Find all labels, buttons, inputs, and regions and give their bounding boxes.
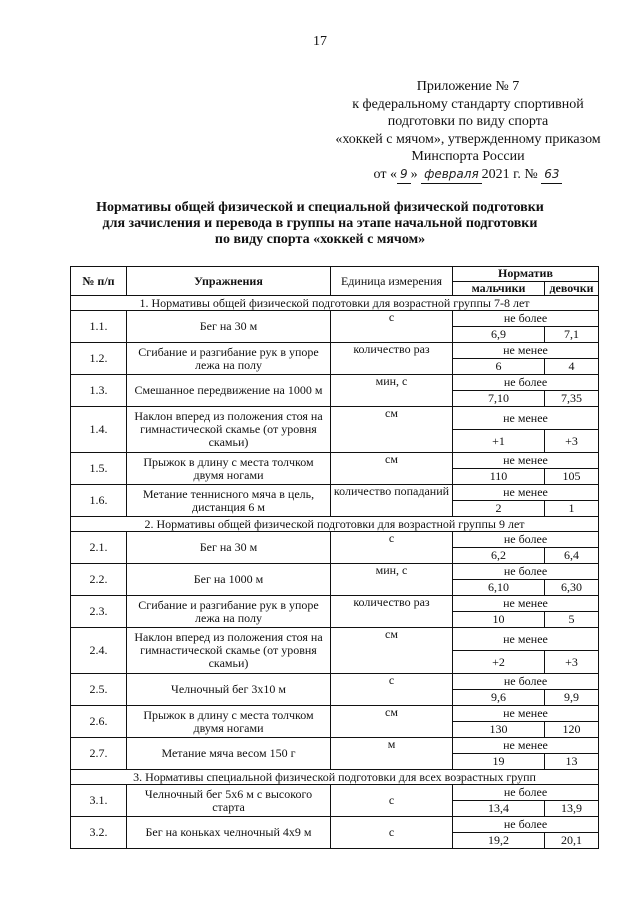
value-girls: +3: [545, 430, 599, 453]
row-unit: см: [331, 706, 453, 738]
row-condition: не более: [453, 785, 599, 801]
value-girls: 7,35: [545, 391, 599, 407]
row-condition: не более: [453, 674, 599, 690]
row-number: 2.5.: [71, 674, 127, 706]
row-exercise: Сгибание и разгибание рук в упоре лежа на полу: [127, 596, 331, 628]
value-boys: 10: [453, 612, 545, 628]
table-row: [71, 706, 599, 722]
row-condition: не более: [453, 564, 599, 580]
row-unit: с: [331, 532, 453, 564]
row-number: 1.1.: [71, 311, 127, 343]
table-row: [71, 311, 599, 327]
document-title: [40, 200, 600, 248]
row-exercise: Бег на 30 м: [127, 532, 331, 564]
appendix-line: к федеральному стандарту спортивной: [352, 96, 584, 112]
value-boys: 19: [453, 754, 545, 770]
value-boys: 6,10: [453, 580, 545, 596]
row-number: 2.6.: [71, 706, 127, 738]
row-condition: не менее: [453, 738, 599, 754]
row-condition: не менее: [453, 628, 599, 651]
date-year: 2021 г. №: [481, 166, 538, 182]
row-condition: не менее: [453, 453, 599, 469]
date-prefix: от «: [373, 166, 397, 182]
handwritten-order-number: 63: [541, 166, 562, 185]
value-boys: 130: [453, 722, 545, 738]
value-girls: 4: [545, 359, 599, 375]
row-unit: количество раз: [331, 596, 453, 628]
row-unit: см: [331, 453, 453, 485]
row-unit: с: [331, 674, 453, 706]
row-condition: не менее: [453, 407, 599, 430]
handwritten-month: февраля: [421, 166, 482, 185]
section-title: 3. Нормативы специальной физической подготовки для всех возрастных групп: [71, 770, 599, 785]
table-row: [71, 343, 599, 359]
value-boys: 19,2: [453, 833, 545, 849]
row-number: 2.2.: [71, 564, 127, 596]
row-exercise: Метание теннисного мяча в цель, дистанция 6 м: [127, 485, 331, 517]
value-boys: 9,6: [453, 690, 545, 706]
row-number: 2.7.: [71, 738, 127, 770]
row-exercise: Бег на 1000 м: [127, 564, 331, 596]
section-row: [71, 296, 599, 311]
row-number: 1.2.: [71, 343, 127, 375]
value-girls: 20,1: [545, 833, 599, 849]
row-unit: количество раз: [331, 343, 453, 375]
header-number: № п/п: [71, 267, 127, 296]
row-number: 3.1.: [71, 785, 127, 817]
value-girls: 13,9: [545, 801, 599, 817]
row-exercise: Бег на 30 м: [127, 311, 331, 343]
value-girls: 7,1: [545, 327, 599, 343]
date-mid: »: [410, 166, 418, 182]
value-boys: 7,10: [453, 391, 545, 407]
appendix-block: [318, 78, 618, 184]
row-unit: количество попаданий: [331, 485, 453, 517]
appendix-line: подготовки по виду спорта: [387, 114, 549, 129]
row-unit: мин, с: [331, 564, 453, 596]
appendix-date-line: [318, 166, 618, 185]
table-row: [71, 532, 599, 548]
section-row: [71, 770, 599, 785]
row-exercise: Смешанное передвижение на 1000 м: [127, 375, 331, 407]
table-row: [71, 628, 599, 651]
value-girls: 5: [545, 612, 599, 628]
value-girls: 120: [545, 722, 599, 738]
value-boys: 2: [453, 501, 545, 517]
header-norm: Норматив: [453, 267, 599, 282]
row-number: 1.5.: [71, 453, 127, 485]
value-girls: 105: [545, 469, 599, 485]
row-number: 2.1.: [71, 532, 127, 564]
row-unit: мин, с: [331, 375, 453, 407]
table-row: [71, 407, 599, 430]
norms-table-body: [71, 296, 599, 849]
row-condition: не более: [453, 311, 599, 327]
value-girls: 13: [545, 754, 599, 770]
row-number: 2.4.: [71, 628, 127, 674]
value-girls: 9,9: [545, 690, 599, 706]
row-number: 1.4.: [71, 407, 127, 453]
row-unit: см: [331, 407, 453, 453]
row-condition: не менее: [453, 485, 599, 501]
row-unit: с: [331, 785, 453, 817]
value-boys: 110: [453, 469, 545, 485]
row-number: 2.3.: [71, 596, 127, 628]
row-condition: не менее: [453, 343, 599, 359]
row-unit: с: [331, 817, 453, 849]
value-boys: 6,9: [453, 327, 545, 343]
value-boys: 13,4: [453, 801, 545, 817]
header-exercise: Упражнения: [127, 267, 331, 296]
table-row: [71, 674, 599, 690]
row-number: 1.3.: [71, 375, 127, 407]
table-row: [71, 817, 599, 833]
value-girls: 6,30: [545, 580, 599, 596]
title-line: Нормативы общей физической и специальной физической подготовки: [96, 200, 544, 215]
value-girls: 6,4: [545, 548, 599, 564]
row-exercise: Прыжок в длину с места толчком двумя ногами: [127, 453, 331, 485]
row-number: 1.6.: [71, 485, 127, 517]
value-boys: +1: [453, 430, 545, 453]
table-row: [71, 375, 599, 391]
table-row: [71, 738, 599, 754]
row-exercise: Прыжок в длину с места толчком двумя ногами: [127, 706, 331, 738]
row-condition: не менее: [453, 596, 599, 612]
norms-table: [70, 266, 599, 849]
value-girls: +3: [545, 651, 599, 674]
row-exercise: Бег на коньках челночный 4х9 м: [127, 817, 331, 849]
header-unit: Единица измерения: [331, 267, 453, 296]
table-row: [71, 564, 599, 580]
table-row: [71, 596, 599, 612]
value-boys: 6,2: [453, 548, 545, 564]
row-condition: не более: [453, 817, 599, 833]
row-condition: не менее: [453, 706, 599, 722]
row-exercise: Сгибание и разгибание рук в упоре лежа на полу: [127, 343, 331, 375]
header-girls: девочки: [545, 281, 599, 296]
row-exercise: Метание мяча весом 150 г: [127, 738, 331, 770]
value-girls: 1: [545, 501, 599, 517]
row-exercise: Челночный бег 5х6 м с высокого старта: [127, 785, 331, 817]
table-row: [71, 485, 599, 501]
appendix-line: Приложение № 7: [416, 79, 520, 94]
row-number: 3.2.: [71, 817, 127, 849]
row-exercise: Наклон вперед из положения стоя на гимнастической скамье (от уровня скамьи): [127, 628, 331, 674]
row-condition: не более: [453, 375, 599, 391]
row-unit: см: [331, 628, 453, 674]
title-line: по виду спорта «хоккей с мячом»: [214, 232, 426, 247]
page-number: 17: [313, 34, 327, 49]
table-row: [71, 453, 599, 469]
row-unit: м: [331, 738, 453, 770]
section-row: [71, 517, 599, 532]
row-exercise: Наклон вперед из положения стоя на гимнастической скамье (от уровня скамьи): [127, 407, 331, 453]
header-boys: мальчики: [453, 281, 545, 296]
row-unit: с: [331, 311, 453, 343]
row-exercise: Челночный бег 3x10 м: [127, 674, 331, 706]
title-line: для зачисления и перевода в группы на этапе начальной подготовки: [102, 216, 538, 231]
appendix-line: «хоккей с мячом», утвержденному приказом: [335, 131, 601, 147]
appendix-line: Минспорта России: [411, 149, 525, 164]
section-title: 2. Нормативы общей физической подготовки для возрастной группы 9 лет: [71, 517, 599, 532]
handwritten-day: 9: [397, 166, 411, 185]
table-row: [71, 785, 599, 801]
section-title: 1. Нормативы общей физической подготовки для возрастной группы 7-8 лет: [71, 296, 599, 311]
row-condition: не более: [453, 532, 599, 548]
value-boys: 6: [453, 359, 545, 375]
value-boys: +2: [453, 651, 545, 674]
